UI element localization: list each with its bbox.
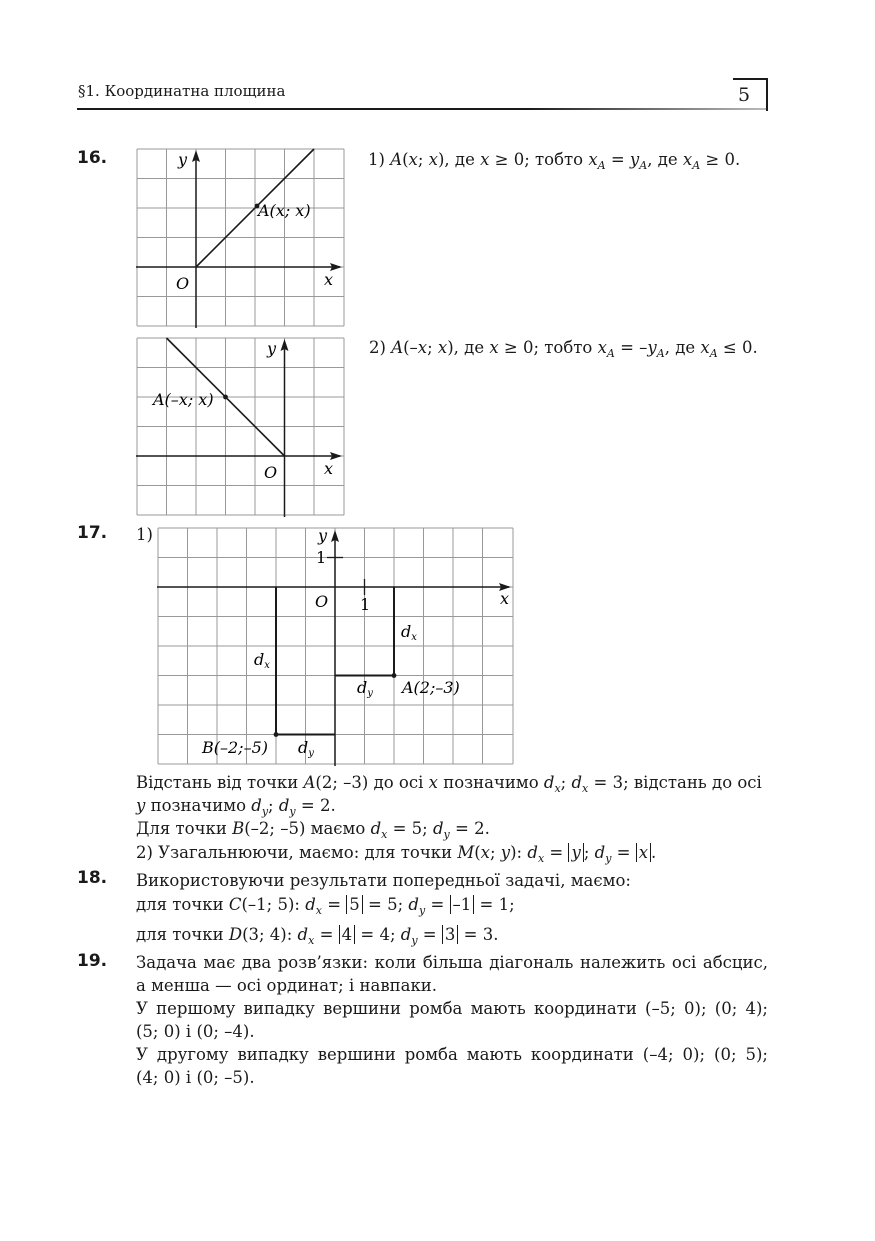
point-a-label: A(–x; x) — [153, 390, 214, 409]
t: = — [605, 150, 630, 169]
t: для точки — [136, 925, 229, 944]
t: ≥ 0. — [700, 150, 741, 169]
t: x — [428, 773, 438, 792]
y-label: y — [267, 339, 277, 358]
t: позначимо — [145, 796, 252, 815]
t: Для точки — [136, 819, 233, 838]
origin-label: O — [176, 274, 190, 293]
y-unit-label: 1 — [316, 548, 327, 567]
t: = 5; — [362, 895, 409, 914]
t: = — [611, 843, 636, 862]
t: (–1; 5): — [241, 895, 306, 914]
t: M — [457, 843, 475, 862]
t: ), де — [437, 150, 481, 169]
t: x — [582, 782, 589, 795]
t: d — [571, 773, 583, 792]
t: 1) — [368, 150, 391, 169]
t: A — [390, 150, 403, 169]
s: x — [411, 632, 417, 643]
problem-17-number: 17. — [77, 523, 108, 543]
t: ; — [583, 843, 595, 862]
t: = – — [614, 338, 648, 357]
graph-16-2 — [136, 337, 346, 519]
origin-label: O — [315, 592, 329, 611]
t: y — [500, 843, 511, 862]
t: x — [408, 150, 418, 169]
t: x — [682, 150, 693, 169]
problem-19-number: 19. — [77, 951, 108, 971]
s: y — [367, 688, 373, 699]
t: Відстань від точки — [136, 773, 304, 792]
t: d — [527, 843, 538, 862]
t: позначимо — [437, 773, 544, 792]
t: A — [303, 773, 316, 792]
t: , де — [664, 338, 701, 357]
dx-label-b — [254, 650, 270, 671]
t: A — [639, 159, 648, 172]
t: x — [597, 338, 607, 357]
graph-16-1 — [136, 148, 346, 330]
t: ; — [268, 796, 279, 815]
t: d — [408, 895, 419, 914]
problem-19-line-6: (4; 0) і (0; –5). — [136, 1068, 255, 1087]
problem-18-text-3 — [136, 923, 498, 952]
problem-16-line-2 — [369, 336, 758, 365]
problem-16-line-1 — [368, 148, 740, 177]
abs-value: 3 — [442, 925, 459, 944]
point-b — [274, 732, 279, 737]
t: B — [232, 819, 245, 838]
t: ≤ 0. — [717, 338, 758, 357]
dy-label-a — [357, 678, 373, 699]
t: = 2. — [449, 819, 490, 838]
t: = 3; відстань до осі — [588, 773, 762, 792]
s: y — [308, 748, 314, 759]
t: x — [480, 150, 490, 169]
t: d — [543, 773, 555, 792]
problem-19-line-5: У другому випадку вершини ромба мають координати (–4; 0); (0; 5); — [136, 1045, 768, 1064]
problem-19-line-1: Задача має два розв’язки: коли більша діагональ належить осі абсцис, — [136, 953, 768, 972]
t: y — [411, 934, 418, 947]
t: A — [391, 338, 404, 357]
origin-label: O — [264, 463, 278, 482]
t: = — [314, 925, 339, 944]
t: = — [417, 925, 442, 944]
t: C — [228, 895, 242, 914]
t: x — [554, 782, 561, 795]
t: = 4; — [355, 925, 401, 944]
t: x — [308, 934, 315, 947]
t: x — [700, 338, 710, 357]
t: A — [656, 347, 665, 360]
problem-16-number: 16. — [77, 148, 108, 168]
t: y — [443, 828, 450, 841]
t: x — [537, 852, 545, 865]
t: = 2. — [295, 796, 336, 815]
y-label: y — [178, 150, 188, 169]
x-label: x — [500, 589, 510, 608]
point-a — [223, 395, 228, 400]
t: x — [437, 338, 448, 357]
t: 2) Узагальнюючи, маємо: для точки — [136, 843, 458, 862]
t: d — [305, 895, 316, 914]
t: ; — [427, 338, 438, 357]
t: d — [251, 796, 262, 815]
d: d — [298, 738, 309, 757]
t: ), де — [447, 338, 490, 357]
t: y — [647, 338, 657, 357]
abs-value: –1 — [450, 895, 475, 914]
x-label: x — [324, 459, 334, 478]
t: A — [692, 159, 701, 172]
problem-19-line-2: а менша — осі ординат; і навпаки. — [136, 976, 437, 995]
t: x — [381, 828, 388, 841]
t: x — [489, 338, 499, 357]
graph-17 — [157, 527, 515, 767]
t: d — [370, 819, 382, 838]
t: = — [425, 895, 450, 914]
problem-17-text-4 — [136, 841, 656, 870]
t: = 5; — [387, 819, 433, 838]
t: ; — [489, 843, 501, 862]
abs-value: 5 — [346, 895, 363, 914]
t: x — [315, 904, 322, 917]
abs-value: 4 — [339, 925, 356, 944]
t: d — [594, 843, 606, 862]
t: ≥ 0; тобто — [489, 150, 589, 169]
t: A — [597, 159, 606, 172]
t: (2; –3) до осі — [315, 773, 429, 792]
problem-18-text-1: Використовуючи результати попередньої задачі, маємо: — [136, 871, 631, 890]
t: ( — [402, 150, 409, 169]
t: y — [418, 904, 426, 917]
problem-18-text-2 — [136, 893, 515, 922]
t: ≥ 0; тобто — [498, 338, 598, 357]
t: y — [629, 150, 640, 169]
t: d — [400, 925, 412, 944]
t: = 1; — [474, 895, 515, 914]
t: 2) — [369, 338, 392, 357]
t: y — [136, 796, 146, 815]
grid — [137, 338, 344, 515]
t: D — [228, 925, 243, 944]
t: d — [278, 796, 290, 815]
x-label: x — [324, 270, 334, 289]
t: ; — [560, 773, 572, 792]
grid — [137, 149, 344, 326]
d: d — [401, 622, 412, 641]
t: y — [605, 852, 612, 865]
t: x — [428, 150, 438, 169]
t: A — [709, 347, 718, 360]
t: (3; 4): — [242, 925, 298, 944]
page-number: 5 — [738, 84, 751, 106]
header-rule — [77, 108, 767, 110]
dy-label-b — [298, 738, 314, 759]
t: = — [321, 895, 347, 914]
t: d — [432, 819, 444, 838]
t: x — [417, 338, 428, 357]
t: ; — [417, 150, 429, 169]
point-a — [392, 673, 397, 678]
problem-19-line-4: (5; 0) і (0; –4). — [136, 1022, 255, 1041]
t: для точки — [136, 895, 229, 914]
point-a-label: A(2;–3) — [402, 678, 460, 697]
point-b-label: B(–2;–5) — [202, 738, 268, 757]
subpart-1-label: 1) — [136, 525, 153, 544]
t: x — [588, 150, 598, 169]
t: (–2; –5) маємо — [244, 819, 371, 838]
section-title: §1. Координатна площина — [78, 82, 286, 100]
t: , де — [647, 150, 683, 169]
x-unit-label: 1 — [360, 595, 371, 614]
t: (– — [403, 338, 418, 357]
t: ): — [510, 843, 528, 862]
t: y — [289, 805, 296, 818]
y-label: y — [318, 527, 328, 545]
problem-18-number: 18. — [77, 868, 108, 888]
t: ( — [474, 843, 481, 862]
dx-label-a — [401, 622, 417, 643]
t: A — [606, 347, 615, 360]
abs-value: y — [568, 843, 583, 862]
abs-value: x — [636, 843, 651, 862]
point-a-label: A(x; x) — [258, 201, 311, 220]
s: x — [264, 660, 270, 671]
t: = — [544, 843, 569, 862]
t: d — [297, 925, 309, 944]
t: y — [261, 805, 269, 818]
problem-19-line-3: У першому випадку вершини ромба мають координати (–5; 0); (0; 4); — [136, 999, 768, 1018]
d: d — [254, 650, 265, 669]
t: . — [651, 843, 657, 862]
t: x — [480, 843, 490, 862]
d: d — [357, 678, 368, 697]
t: = 3. — [458, 925, 499, 944]
